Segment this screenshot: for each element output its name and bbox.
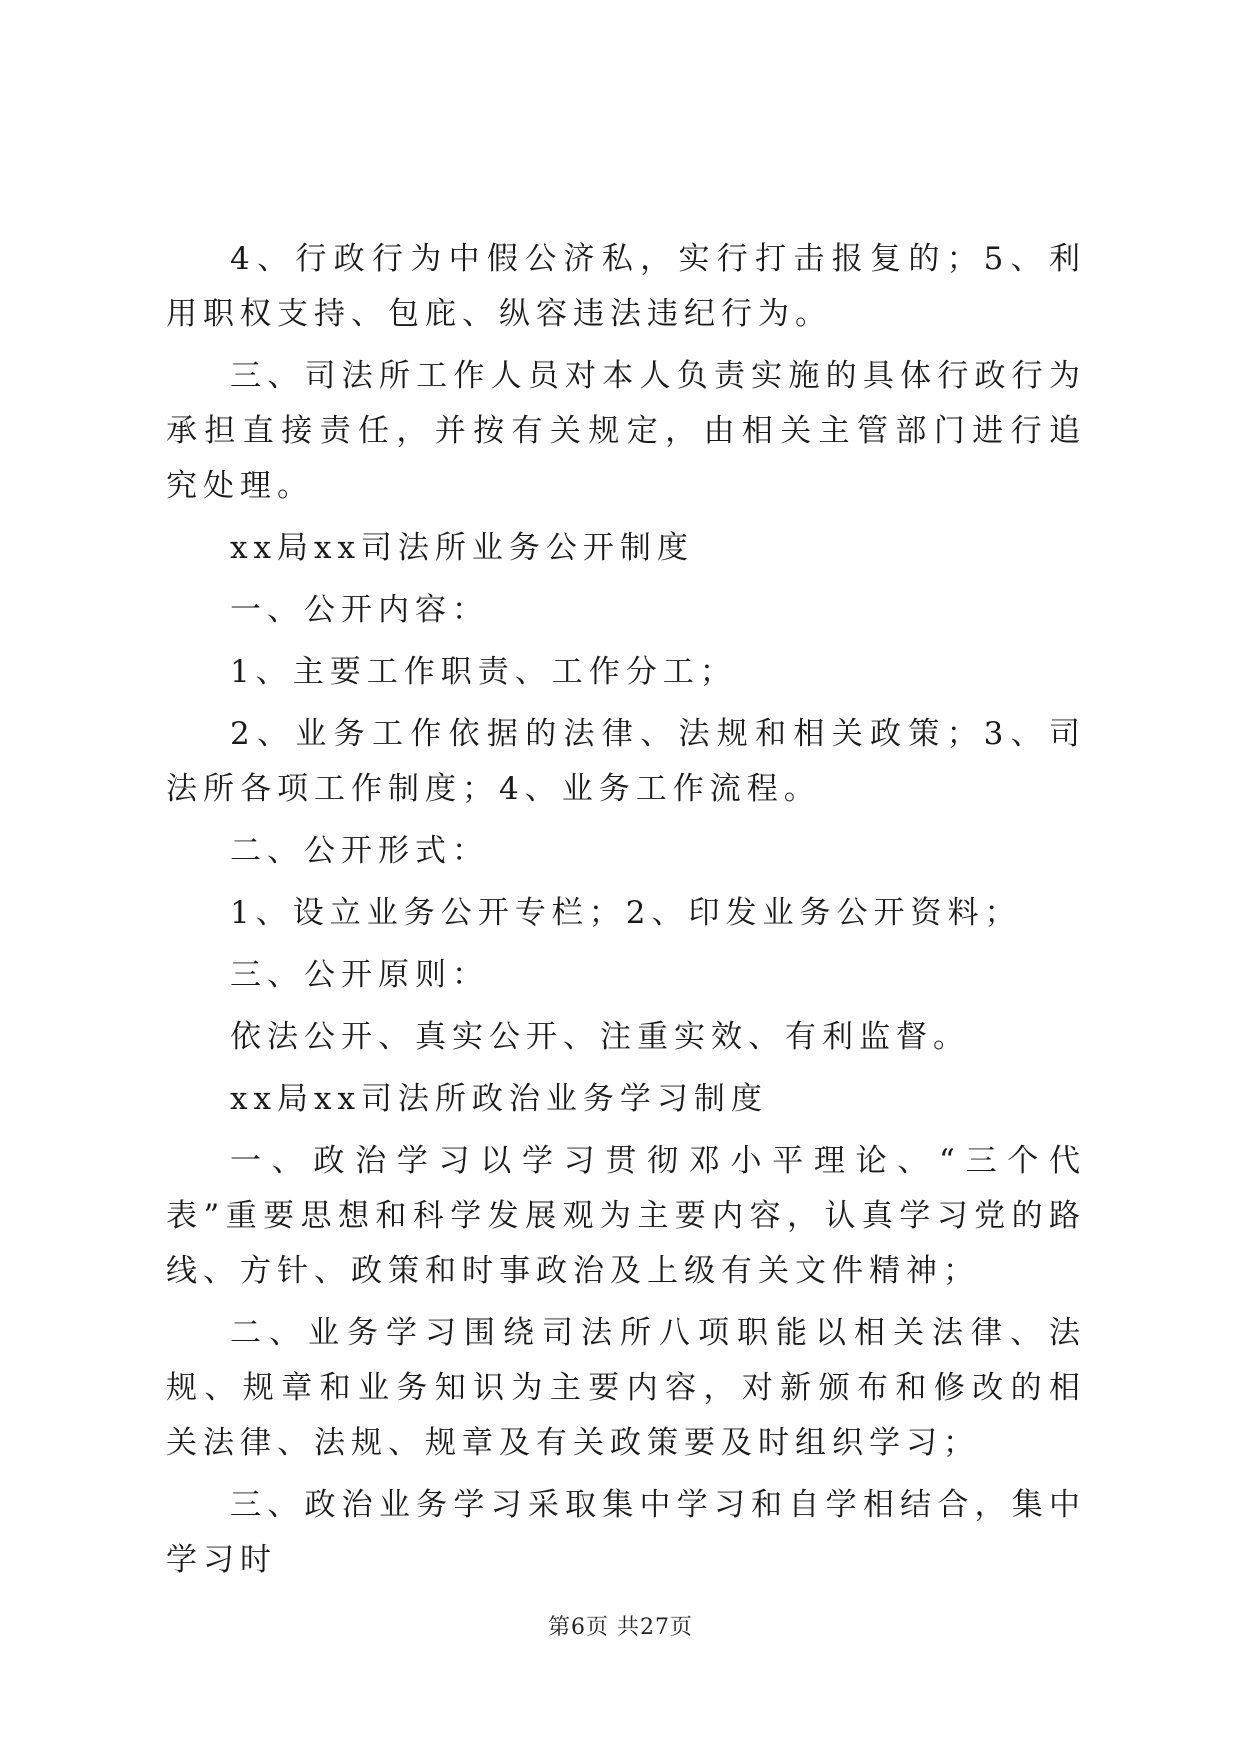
paragraph-disclosure-content: 一、公开内容：: [230, 592, 489, 628]
paragraph-item-2-3-4: 2、业务工作依据的法律、法规和相关政策；3、司法所各项工作制度；4、业务工作流程。: [166, 716, 1086, 807]
paragraph-disclosure-form: 二、公开形式：: [230, 833, 489, 869]
paragraph-political-study: 一、政治学习以学习贯彻邓小平理论、“三个代表”重要思想和科学发展观为主要内容，认真学习党的路线、方针、政策和时事政治及上级有关文件精神；: [166, 1143, 1086, 1289]
paragraph-responsibility: 三、司法所工作人员对本人负责实施的具体行政行为承担直接责任，并按有关规定，由相关主管部门进行追究处理。: [166, 358, 1086, 504]
paragraph-study-method: 三、政治业务学习采取集中学习和自学相结合，集中学习时: [166, 1487, 1086, 1578]
paragraph-disclosure-principle: 三、公开原则：: [230, 957, 489, 993]
paragraph-item-1: 1、主要工作职责、工作分工；: [230, 654, 737, 690]
section-heading-study: xx局xx司法所政治业务学习制度: [230, 1081, 768, 1117]
document-body: [166, 232, 1086, 1588]
paragraph-item-4-5: 4、行政行为中假公济私，实行打击报复的；5、利用职权支持、包庇、纵容违法违纪行为。: [166, 241, 1086, 332]
page-number-footer: 第6页 共27页: [548, 1615, 693, 1640]
paragraph-principle-text: 依法公开、真实公开、注重实效、有利监督。: [230, 1019, 970, 1055]
section-heading-disclosure: xx局xx司法所业务公开制度: [230, 530, 694, 566]
paragraph-business-study: 二、业务学习围绕司法所八项职能以相关法律、法规、规章和业务知识为主要内容，对新颁布和修改的相关法律、法规、规章及有关政策要及时组织学习；: [166, 1315, 1086, 1461]
paragraph-form-items: 1、设立业务公开专栏；2、印发业务公开资料；: [230, 895, 1022, 931]
